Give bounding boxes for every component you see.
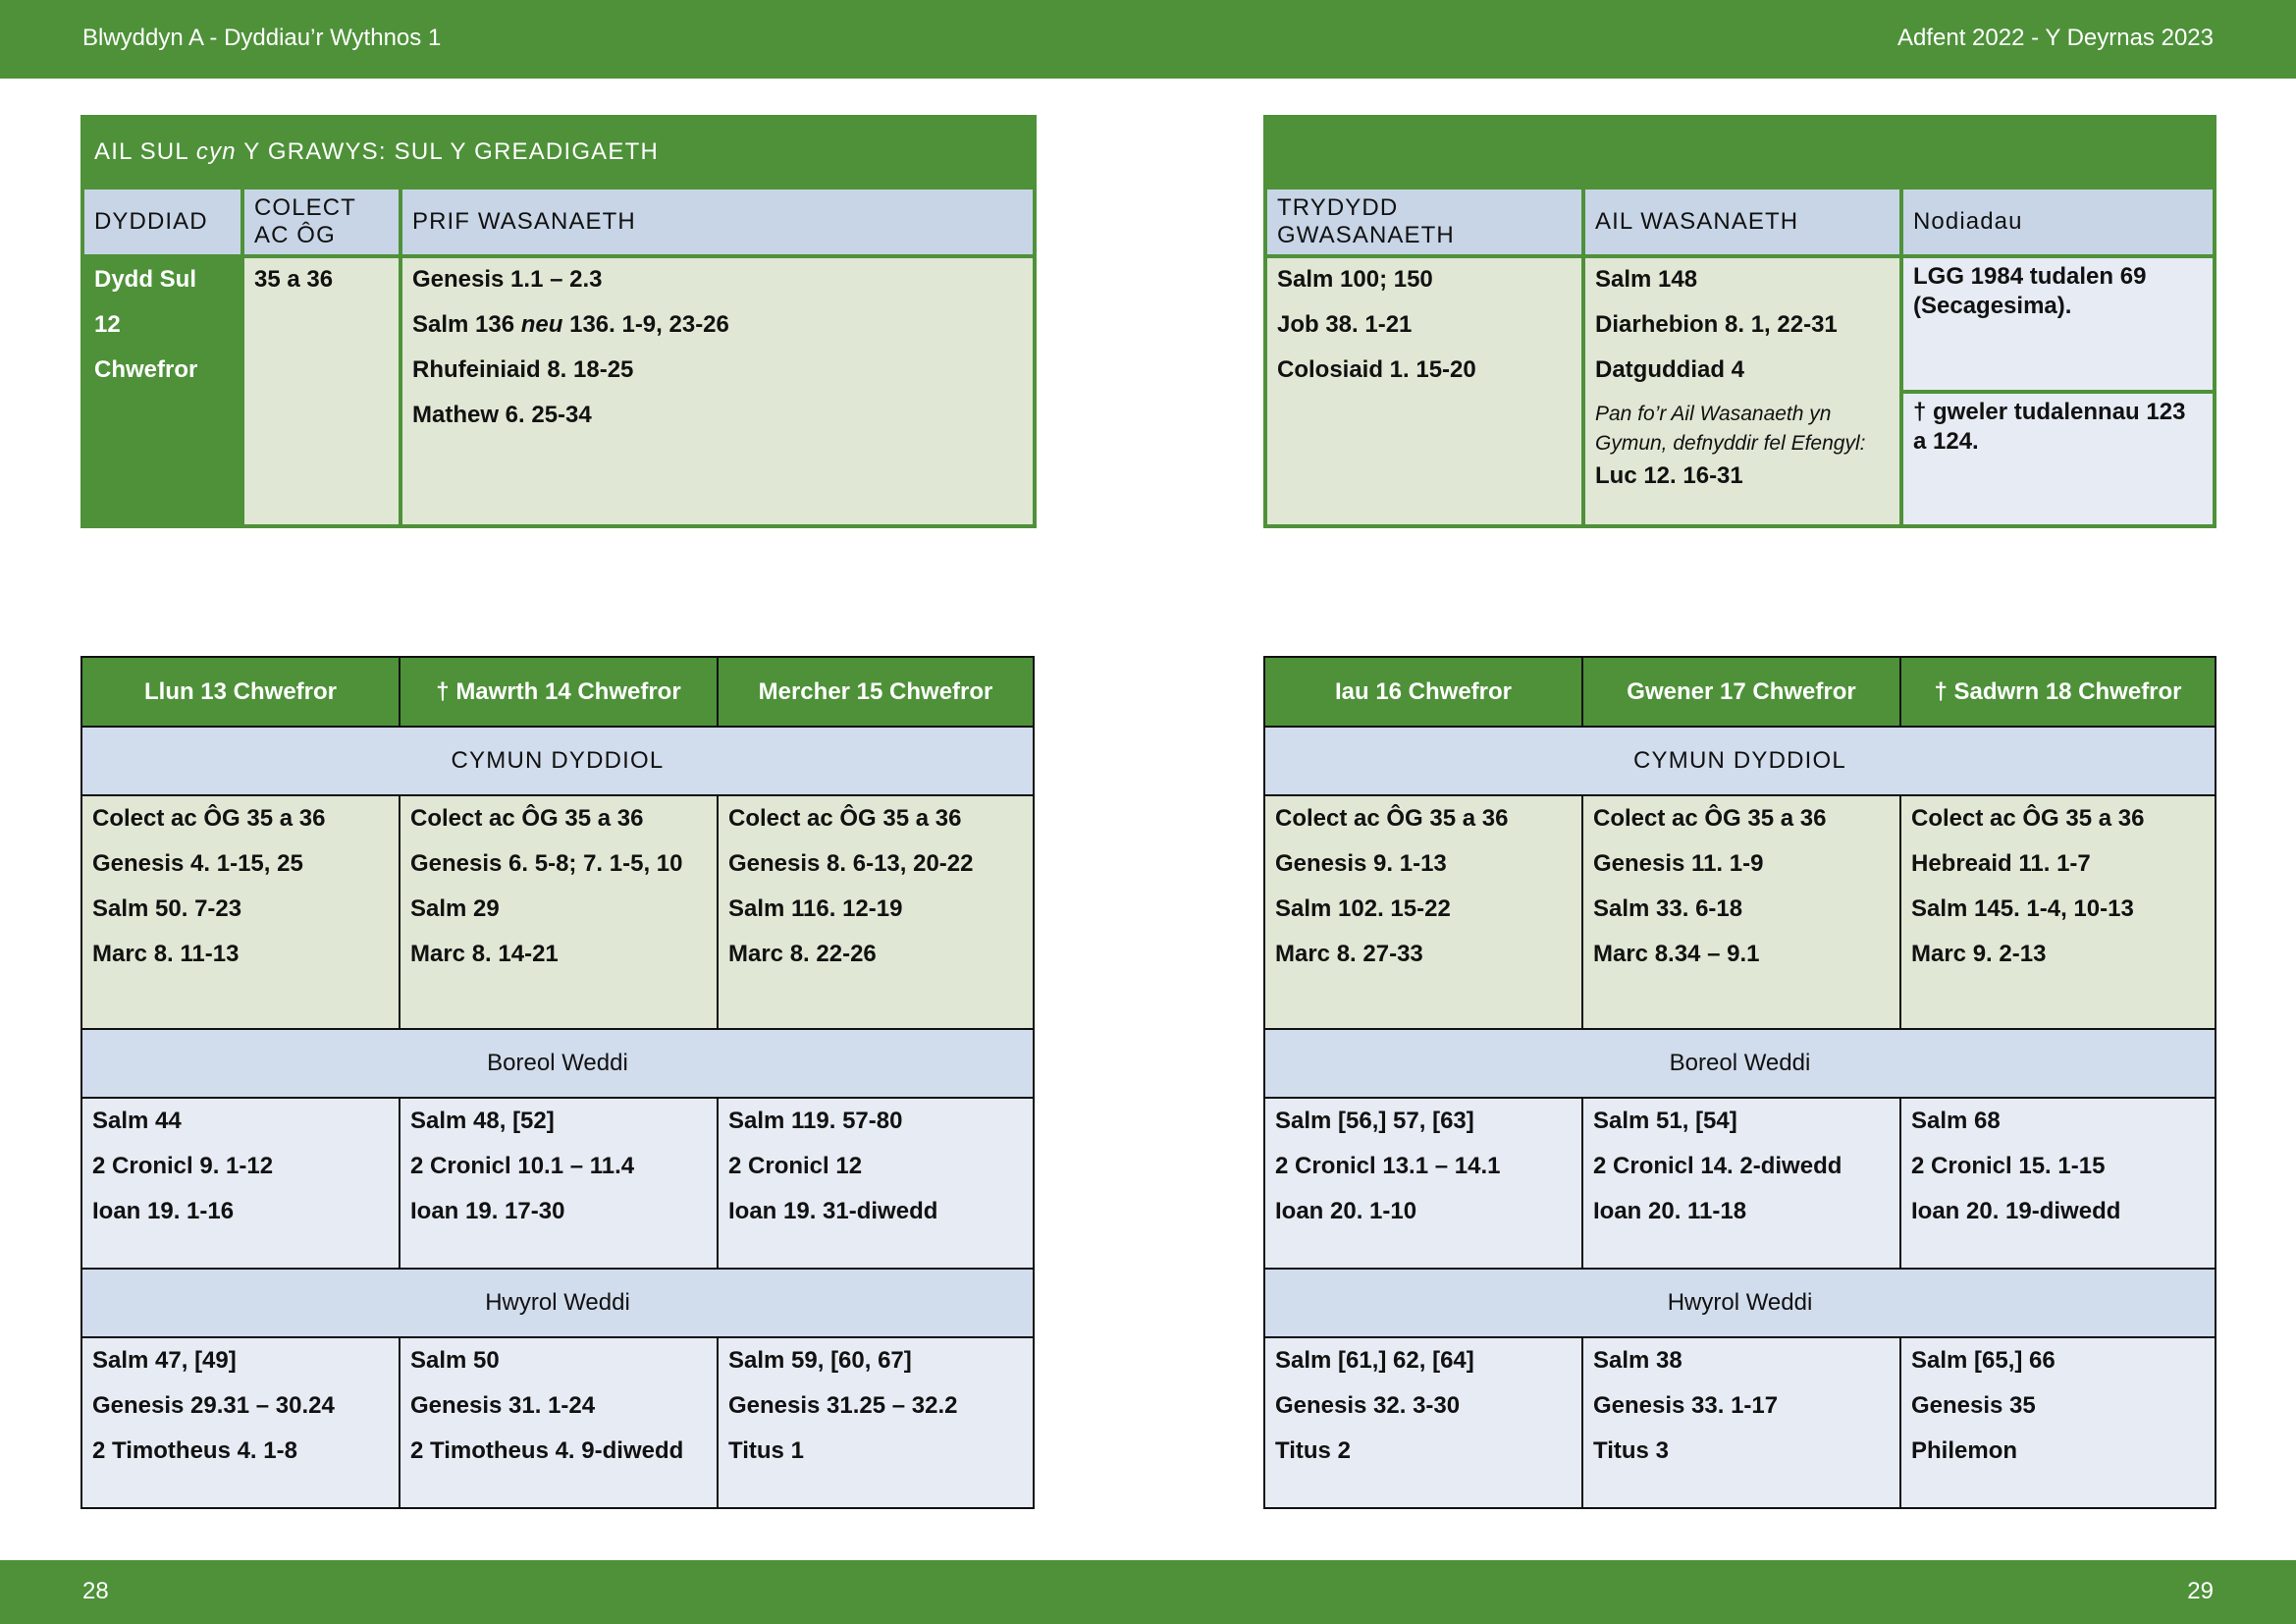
reading: Genesis 31. 1-24 bbox=[410, 1392, 596, 1419]
gospel-reading: Luc 12. 16-31 bbox=[1595, 462, 1743, 489]
reading: Salm [65,] 66 bbox=[1911, 1347, 2056, 1374]
page-header bbox=[0, 0, 2296, 79]
reading: Marc 8. 27-33 bbox=[1275, 941, 1423, 967]
reading: Ioan 20. 19-diwedd bbox=[1911, 1198, 2121, 1224]
evening-prayer-cell bbox=[1900, 1337, 2216, 1508]
communion-cell bbox=[400, 795, 718, 1029]
reading: 2 Timotheus 4. 1-8 bbox=[92, 1437, 297, 1464]
reading: Salm 51, [54] bbox=[1593, 1108, 1737, 1134]
third-service-cell bbox=[1265, 256, 1583, 526]
sunday-date-cell bbox=[82, 256, 242, 526]
reading: Marc 8. 14-21 bbox=[410, 941, 559, 967]
reading: 2 Cronicl 13.1 – 14.1 bbox=[1275, 1153, 1501, 1179]
reading: Marc 9. 2-13 bbox=[1911, 941, 2047, 967]
communion-note: Pan fo’r Ail Wasanaeth yn Gymun, defnyddir fel Efengyl: bbox=[1595, 403, 1866, 455]
reading: Colect ac ÔG 35 a 36 bbox=[1593, 805, 1827, 832]
reading: Ioan 20. 11-18 bbox=[1593, 1198, 1747, 1224]
reading: Salm 68 bbox=[1911, 1108, 2001, 1134]
day-header: Llun 13 Chwefror bbox=[81, 657, 400, 727]
collect-value: 35 a 36 bbox=[254, 266, 334, 293]
reading: Marc 8.34 – 9.1 bbox=[1593, 941, 1760, 967]
section-evening-prayer: Hwyrol Weddi bbox=[81, 1269, 1034, 1337]
reading: Salm 148 bbox=[1595, 266, 1698, 293]
reading: Genesis 31.25 – 32.2 bbox=[728, 1392, 958, 1419]
day-header: † Mawrth 14 Chwefror bbox=[400, 657, 718, 727]
reading: Hebreaid 11. 1-7 bbox=[1911, 850, 2091, 877]
section-evening-prayer: Hwyrol Weddi bbox=[1264, 1269, 2216, 1337]
reading: Titus 1 bbox=[728, 1437, 804, 1464]
day-header: Mercher 15 Chwefror bbox=[718, 657, 1034, 727]
sunday-other-services-table bbox=[1263, 115, 2216, 528]
weekday-table-right bbox=[1263, 656, 2216, 1509]
morning-prayer-cell bbox=[81, 1098, 400, 1269]
reading: Genesis 33. 1-17 bbox=[1593, 1392, 1779, 1419]
reading: Salm [56,] 57, [63] bbox=[1275, 1108, 1474, 1134]
reading: 2 Cronicl 14. 2-diwedd bbox=[1593, 1153, 1842, 1179]
sunday-title-blank bbox=[1265, 117, 2215, 188]
collect-cell bbox=[242, 256, 400, 526]
reading: Marc 8. 11-13 bbox=[92, 941, 240, 967]
reading: Genesis 32. 3-30 bbox=[1275, 1392, 1461, 1419]
reading: Colect ac ÔG 35 a 36 bbox=[728, 805, 962, 832]
date-month: Chwefror bbox=[94, 356, 198, 383]
page-number-left: 28 bbox=[82, 1578, 109, 1604]
reading: Genesis 4. 1-15, 25 bbox=[92, 850, 303, 877]
evening-prayer-cell bbox=[718, 1337, 1034, 1508]
reading: Salm 119. 57-80 bbox=[728, 1108, 903, 1134]
reading: Salm 59, [60, 67] bbox=[728, 1347, 912, 1374]
header-third-service: TRYDYDD GWASANAETH bbox=[1265, 188, 1583, 256]
section-morning-prayer: Boreol Weddi bbox=[1264, 1029, 2216, 1098]
date-number: 12 bbox=[94, 311, 121, 338]
sunday-title: AIL SUL cyn Y GRAWYS: SUL Y GREADIGAETH bbox=[82, 117, 1035, 188]
header-collect: COLECT AC ÔG bbox=[242, 188, 400, 256]
reading: Datguddiad 4 bbox=[1595, 356, 1745, 383]
communion-cell bbox=[1264, 795, 1582, 1029]
reading: Genesis 9. 1-13 bbox=[1275, 850, 1447, 877]
reading: Salm 47, [49] bbox=[92, 1347, 237, 1374]
communion-cell bbox=[718, 795, 1034, 1029]
reading: Salm 100; 150 bbox=[1277, 266, 1433, 293]
morning-prayer-cell bbox=[1900, 1098, 2216, 1269]
reading: Philemon bbox=[1911, 1437, 2018, 1464]
reading: Marc 8. 22-26 bbox=[728, 941, 877, 967]
reading: Ioan 19. 17-30 bbox=[410, 1198, 565, 1224]
reading: Diarhebion 8. 1, 22-31 bbox=[1595, 311, 1838, 338]
reading: Salm 38 bbox=[1593, 1347, 1682, 1374]
reading: 2 Cronicl 10.1 – 11.4 bbox=[410, 1153, 635, 1179]
reading: Titus 3 bbox=[1593, 1437, 1669, 1464]
morning-prayer-cell bbox=[400, 1098, 718, 1269]
reading: Genesis 8. 6-13, 20-22 bbox=[728, 850, 974, 877]
reading: Salm [61,] 62, [64] bbox=[1275, 1347, 1474, 1374]
second-service-cell bbox=[1583, 256, 1901, 526]
reading: Salm 48, [52] bbox=[410, 1108, 555, 1134]
evening-prayer-cell bbox=[81, 1337, 400, 1508]
reading: Salm 136 neu 136. 1-9, 23-26 bbox=[412, 311, 729, 338]
reading: Rhufeiniaid 8. 18-25 bbox=[412, 356, 634, 383]
weekday-table-left bbox=[80, 656, 1035, 1509]
page-footer bbox=[0, 1560, 2296, 1624]
section-daily-communion: CYMUN DYDDIOL bbox=[1264, 727, 2216, 795]
note-cell: † gweler tudalennau 123 a 124. bbox=[1901, 392, 2215, 526]
reading: 2 Cronicl 15. 1-15 bbox=[1911, 1153, 2106, 1179]
reading: 2 Timotheus 4. 9-diwedd bbox=[410, 1437, 684, 1464]
header-right-title: Adfent 2022 - Y Deyrnas 2023 bbox=[1896, 25, 2214, 51]
day-header: † Sadwrn 18 Chwefror bbox=[1900, 657, 2216, 727]
note-cell: LGG 1984 tudalen 69 (Secagesima). bbox=[1901, 256, 2215, 392]
morning-prayer-cell bbox=[718, 1098, 1034, 1269]
reading: Salm 44 bbox=[92, 1108, 182, 1134]
reading: Salm 116. 12-19 bbox=[728, 895, 903, 922]
reading: Genesis 1.1 – 2.3 bbox=[412, 266, 603, 293]
communion-cell bbox=[81, 795, 400, 1029]
reading: Mathew 6. 25-34 bbox=[412, 402, 592, 428]
evening-prayer-cell bbox=[400, 1337, 718, 1508]
header-date: DYDDIAD bbox=[82, 188, 242, 256]
reading: Salm 29 bbox=[410, 895, 500, 922]
reading: Salm 102. 15-22 bbox=[1275, 895, 1451, 922]
reading: Colect ac ÔG 35 a 36 bbox=[410, 805, 644, 832]
date-day: Dydd Sul bbox=[94, 266, 197, 293]
reading: Genesis 35 bbox=[1911, 1392, 2036, 1419]
reading: Genesis 29.31 – 30.24 bbox=[92, 1392, 335, 1419]
page-number-right: 29 bbox=[2187, 1578, 2214, 1604]
reading: Ioan 19. 31-diwedd bbox=[728, 1198, 938, 1224]
day-header: Iau 16 Chwefror bbox=[1264, 657, 1582, 727]
reading: Colect ac ÔG 35 a 36 bbox=[1275, 805, 1509, 832]
communion-cell bbox=[1900, 795, 2216, 1029]
reading: Salm 50 bbox=[410, 1347, 500, 1374]
reading: Salm 50. 7-23 bbox=[92, 895, 242, 922]
morning-prayer-cell bbox=[1264, 1098, 1582, 1269]
reading: Ioan 20. 1-10 bbox=[1275, 1198, 1417, 1224]
evening-prayer-cell bbox=[1264, 1337, 1582, 1508]
reading: Genesis 11. 1-9 bbox=[1593, 850, 1764, 877]
reading: Salm 145. 1-4, 10-13 bbox=[1911, 895, 2134, 922]
reading: Ioan 19. 1-16 bbox=[92, 1198, 235, 1224]
day-header: Gwener 17 Chwefror bbox=[1582, 657, 1900, 727]
sunday-main-table bbox=[80, 115, 1037, 528]
reading: Titus 2 bbox=[1275, 1437, 1351, 1464]
header-notes: Nodiadau bbox=[1901, 188, 2215, 256]
morning-prayer-cell bbox=[1582, 1098, 1900, 1269]
reading: Colect ac ÔG 35 a 36 bbox=[1911, 805, 2145, 832]
section-morning-prayer: Boreol Weddi bbox=[81, 1029, 1034, 1098]
reading: 2 Cronicl 9. 1-12 bbox=[92, 1153, 274, 1179]
header-main-service: PRIF WASANAETH bbox=[400, 188, 1035, 256]
header-left-title: Blwyddyn A - Dyddiau’r Wythnos 1 bbox=[82, 25, 442, 51]
reading: 2 Cronicl 12 bbox=[728, 1153, 863, 1179]
reading: Job 38. 1-21 bbox=[1277, 311, 1413, 338]
reading: Colect ac ÔG 35 a 36 bbox=[92, 805, 326, 832]
section-daily-communion: CYMUN DYDDIOL bbox=[81, 727, 1034, 795]
header-second-service: AIL WASANAETH bbox=[1583, 188, 1901, 256]
evening-prayer-cell bbox=[1582, 1337, 1900, 1508]
reading: Genesis 6. 5-8; 7. 1-5, 10 bbox=[410, 850, 683, 877]
reading: Salm 33. 6-18 bbox=[1593, 895, 1743, 922]
main-service-cell bbox=[400, 256, 1035, 526]
communion-cell bbox=[1582, 795, 1900, 1029]
reading: Colosiaid 1. 15-20 bbox=[1277, 356, 1476, 383]
